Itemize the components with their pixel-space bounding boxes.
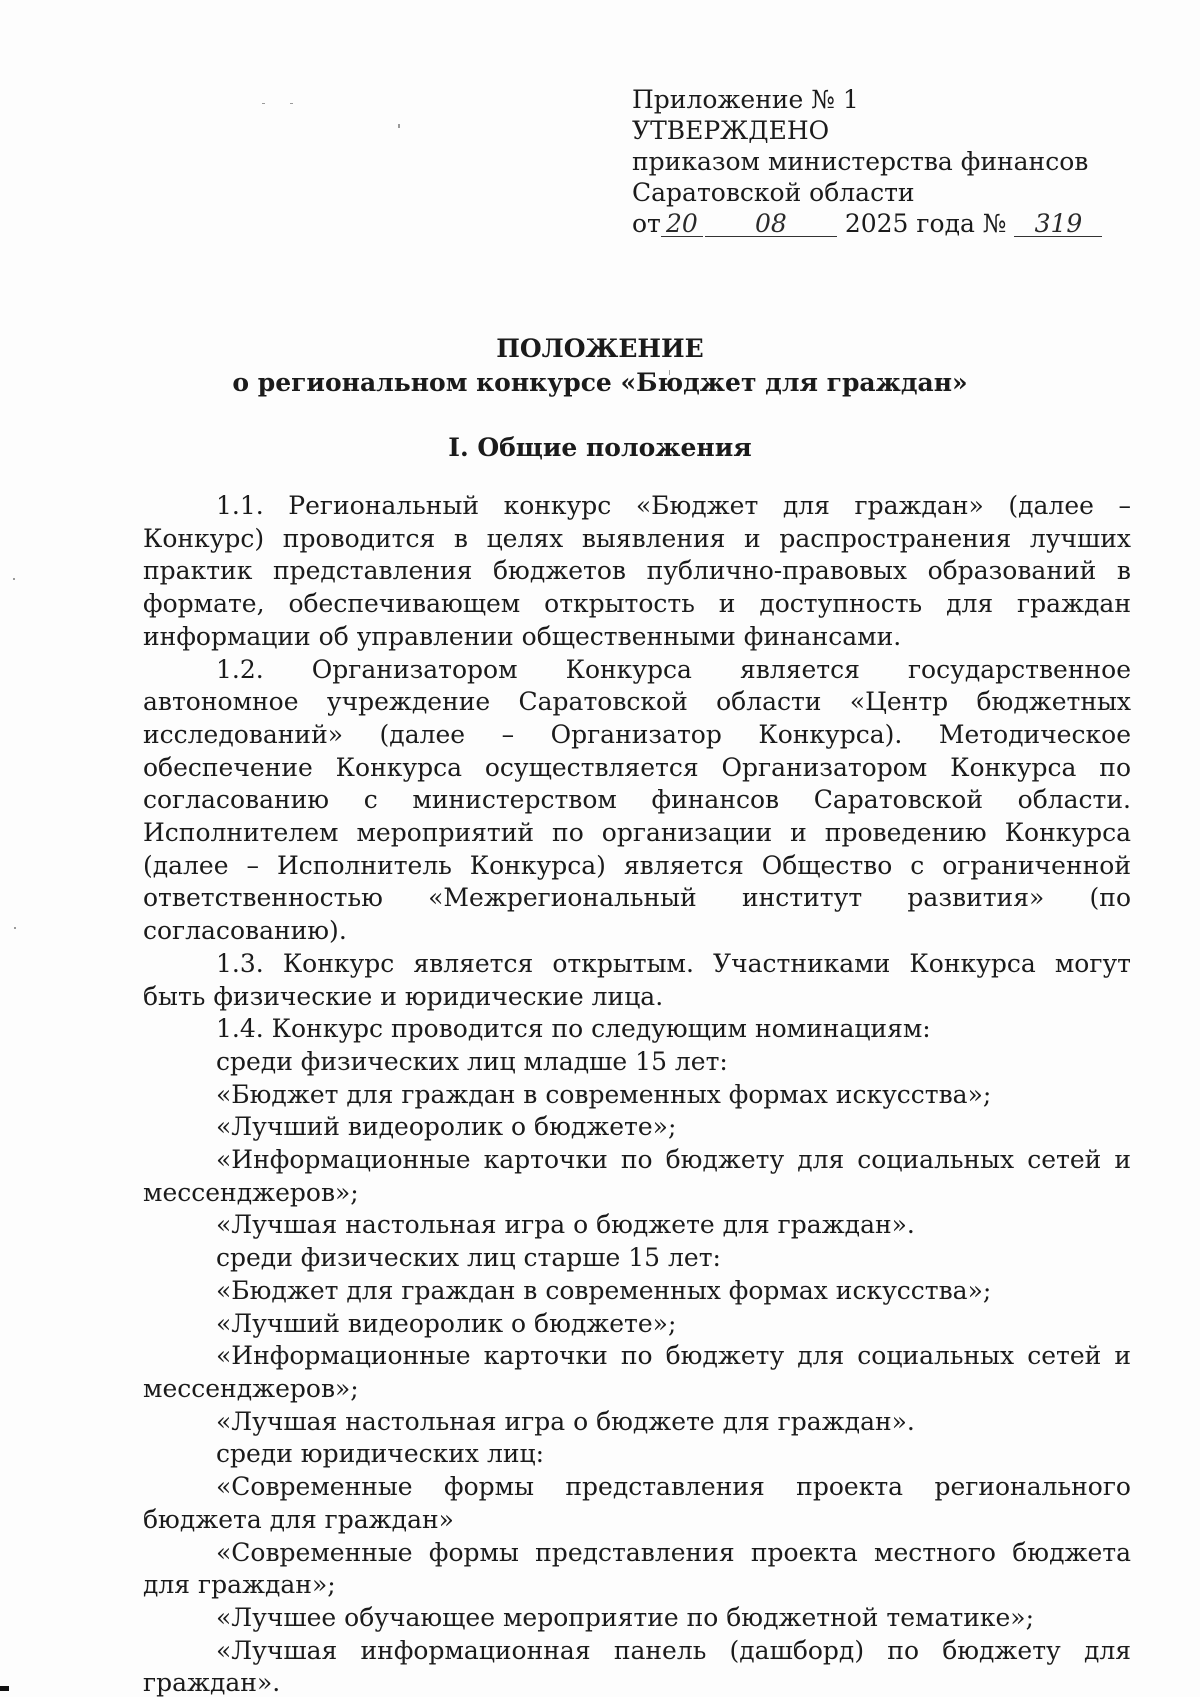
section-heading: I. Общие положения	[448, 433, 752, 462]
scan-speck	[398, 124, 400, 128]
nomination-item: «Лучший видеоролик о бюджете»;	[216, 1112, 677, 1142]
scan-edge-mark	[0, 1686, 9, 1691]
nomination-item: «Лучшая настольная игра о бюджете для граждан».	[216, 1210, 915, 1240]
nomination-item: «Информационные карточки по бюджету для социальных сетей и мессенджеров»;	[143, 1341, 1131, 1403]
scan-speck	[14, 927, 16, 929]
date-day-field: 20	[661, 212, 703, 237]
nomination-item: «Информационные карточки по бюджету для социальных сетей и мессенджеров»;	[143, 1145, 1131, 1207]
appendix-label: Приложение № 1	[632, 85, 859, 114]
document-title: ПОЛОЖЕНИЕ	[496, 334, 704, 363]
approved-label: УТВЕРЖДЕНО	[632, 116, 830, 145]
scan-speck	[13, 578, 15, 580]
paragraph-1-4: 1.4. Конкурс проводится по следующим номинациям:	[216, 1014, 931, 1044]
scan-speck	[290, 103, 293, 104]
date-prefix: от	[632, 209, 661, 238]
document-subtitle: о региональном конкурсе «Бюджет для граждан»	[232, 368, 968, 397]
approval-block	[632, 84, 1092, 239]
order-line: приказом министерства финансов	[632, 147, 1089, 176]
date-line	[632, 208, 1092, 239]
nomination-item: «Лучшее обучающее мероприятие по бюджетной тематике»;	[216, 1602, 1035, 1632]
region-line: Саратовской области	[632, 178, 915, 207]
nomination-group-heading: среди физических лиц старше 15 лет:	[216, 1243, 721, 1273]
nomination-item: «Современные формы представления проекта регионального бюджета для граждан»	[143, 1472, 1131, 1534]
nomination-group-heading: среди физических лиц младше 15 лет:	[216, 1046, 728, 1076]
nomination-item: «Лучшая настольная игра о бюджете для граждан».	[216, 1406, 915, 1436]
paragraph-1-1: 1.1. Региональный конкурс «Бюджет для граждан» (далее – Конкурс) проводится в целях выявления и распространения лучших практик представления бюджетов публично-правовых образований в формате, обеспечивающем открытость и доступность для граждан информации об управлении общественными финансами.	[143, 491, 1131, 651]
order-number-field: 319	[1014, 212, 1102, 237]
date-month-field: 08	[705, 212, 837, 237]
document-body	[143, 490, 1131, 1700]
date-year-text: 2025 года №	[844, 209, 1007, 238]
paragraph-1-2: 1.2. Организатором Конкурса является государственное автономное учреждение Саратовской области «Центр бюджетных исследований» (далее – Организатор Конкурса). Методическое обеспечение Конкурса осуществляется Организатором Конкурса по согласованию с министерством финансов Саратовской области. Исполнителем мероприятий по организации и проведению Конкурса (далее – Исполнитель Конкурса) является Общество с ограниченной ответственностью «Межрегиональный институт развития» (по согласованию).	[143, 654, 1131, 946]
nomination-item: «Лучшая информационная панель (дашборд) по бюджету для граждан».	[143, 1635, 1131, 1698]
nomination-item: «Бюджет для граждан в современных формах искусства»;	[216, 1275, 992, 1305]
nomination-item: «Бюджет для граждан в современных формах искусства»;	[216, 1079, 992, 1109]
paragraph-1-3: 1.3. Конкурс является открытым. Участниками Конкурса могут быть физические и юридические лица.	[143, 948, 1131, 1011]
scan-speck	[262, 103, 265, 104]
nomination-group-heading: среди юридических лиц:	[216, 1439, 544, 1469]
nomination-item: «Современные формы представления проекта местного бюджета для граждан»;	[143, 1537, 1131, 1600]
nomination-item: «Лучший видеоролик о бюджете»;	[216, 1308, 677, 1338]
